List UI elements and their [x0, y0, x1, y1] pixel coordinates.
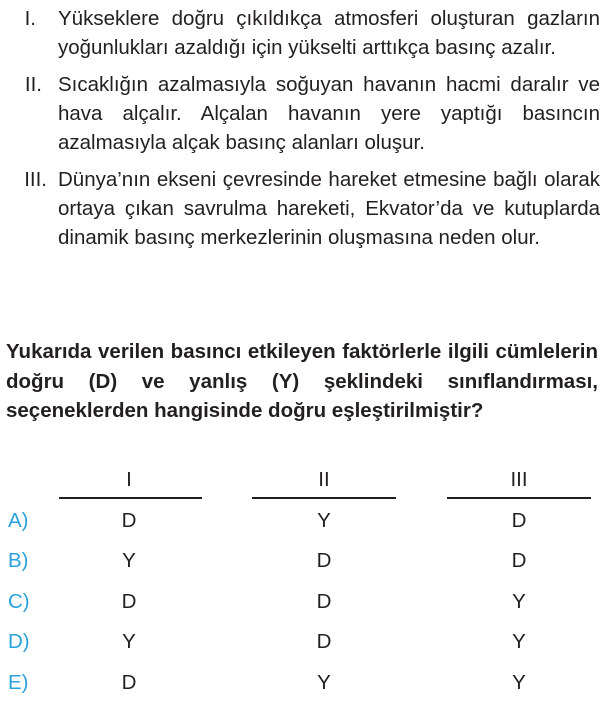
- option-letter: E): [8, 671, 29, 694]
- statement-text: Dünya’nın ekseni çevresinde hareket etmesine bağlı olarak ortaya çıkan savrulma hareketi, Ekvator’da ve kutuplarda dinamik basınç merkezlerinin oluşmasına neden olur.: [58, 168, 600, 249]
- option-letter: A): [8, 509, 29, 532]
- question-text: Yukarıda verilen basıncı etkileyen faktörlerle ilgili cümlelerin doğru (D) ve yanlış (Y) şeklindeki sınıflandırması, seçeneklerden hangisinde doğru eşleştirilmiştir?: [6, 340, 598, 422]
- statement-text: Yükseklere doğru çıkıldıkça atmosferi oluşturan gazların yoğunlukları azaldığı için yükselti arttıkça basınç azalır.: [58, 7, 600, 59]
- option-cell-i: Y: [122, 630, 136, 653]
- option-cell-i: Y: [122, 549, 136, 572]
- column-rule-iii: [447, 497, 591, 499]
- option-cell-i: D: [121, 590, 137, 613]
- statement-number: III.: [24, 168, 47, 191]
- option-row-c[interactable]: [0, 590, 605, 620]
- option-cell-iii: Y: [512, 671, 526, 694]
- column-header-ii: II: [318, 468, 330, 491]
- option-row-b[interactable]: [0, 549, 605, 579]
- option-letter: C): [8, 590, 30, 613]
- option-cell-iii: D: [511, 549, 527, 572]
- option-cell-ii: Y: [317, 671, 331, 694]
- statement-text: Sıcaklığın azalmasıyla soğuyan havanın hacmi daralır ve hava alçalır. Alçalan havanın yere yaptığı basıncın azalmasıyla alçak basınç alanları oluşur.: [58, 73, 600, 154]
- option-row-a[interactable]: [0, 509, 605, 539]
- option-row-e[interactable]: [0, 671, 605, 701]
- statement-3: [0, 165, 600, 252]
- option-cell-iii: Y: [512, 590, 526, 613]
- option-cell-iii: Y: [512, 630, 526, 653]
- option-cell-ii: D: [316, 549, 332, 572]
- option-letter: D): [8, 630, 30, 653]
- option-letter: B): [8, 549, 29, 572]
- option-cell-ii: D: [316, 630, 332, 653]
- column-rule-ii: [252, 497, 396, 499]
- column-header-i: I: [126, 468, 132, 491]
- statement-1: [0, 4, 600, 62]
- option-cell-ii: Y: [317, 509, 331, 532]
- statement-list: [0, 4, 600, 260]
- option-cell-i: D: [121, 509, 137, 532]
- statement-number: I.: [24, 7, 36, 30]
- statement-number: II.: [24, 73, 42, 96]
- column-header-iii: III: [510, 468, 528, 491]
- option-row-d[interactable]: [0, 630, 605, 660]
- option-cell-iii: D: [511, 509, 527, 532]
- column-rule-i: [59, 497, 202, 499]
- option-cell-ii: D: [316, 590, 332, 613]
- statement-2: [0, 70, 600, 157]
- option-cell-i: D: [121, 671, 137, 694]
